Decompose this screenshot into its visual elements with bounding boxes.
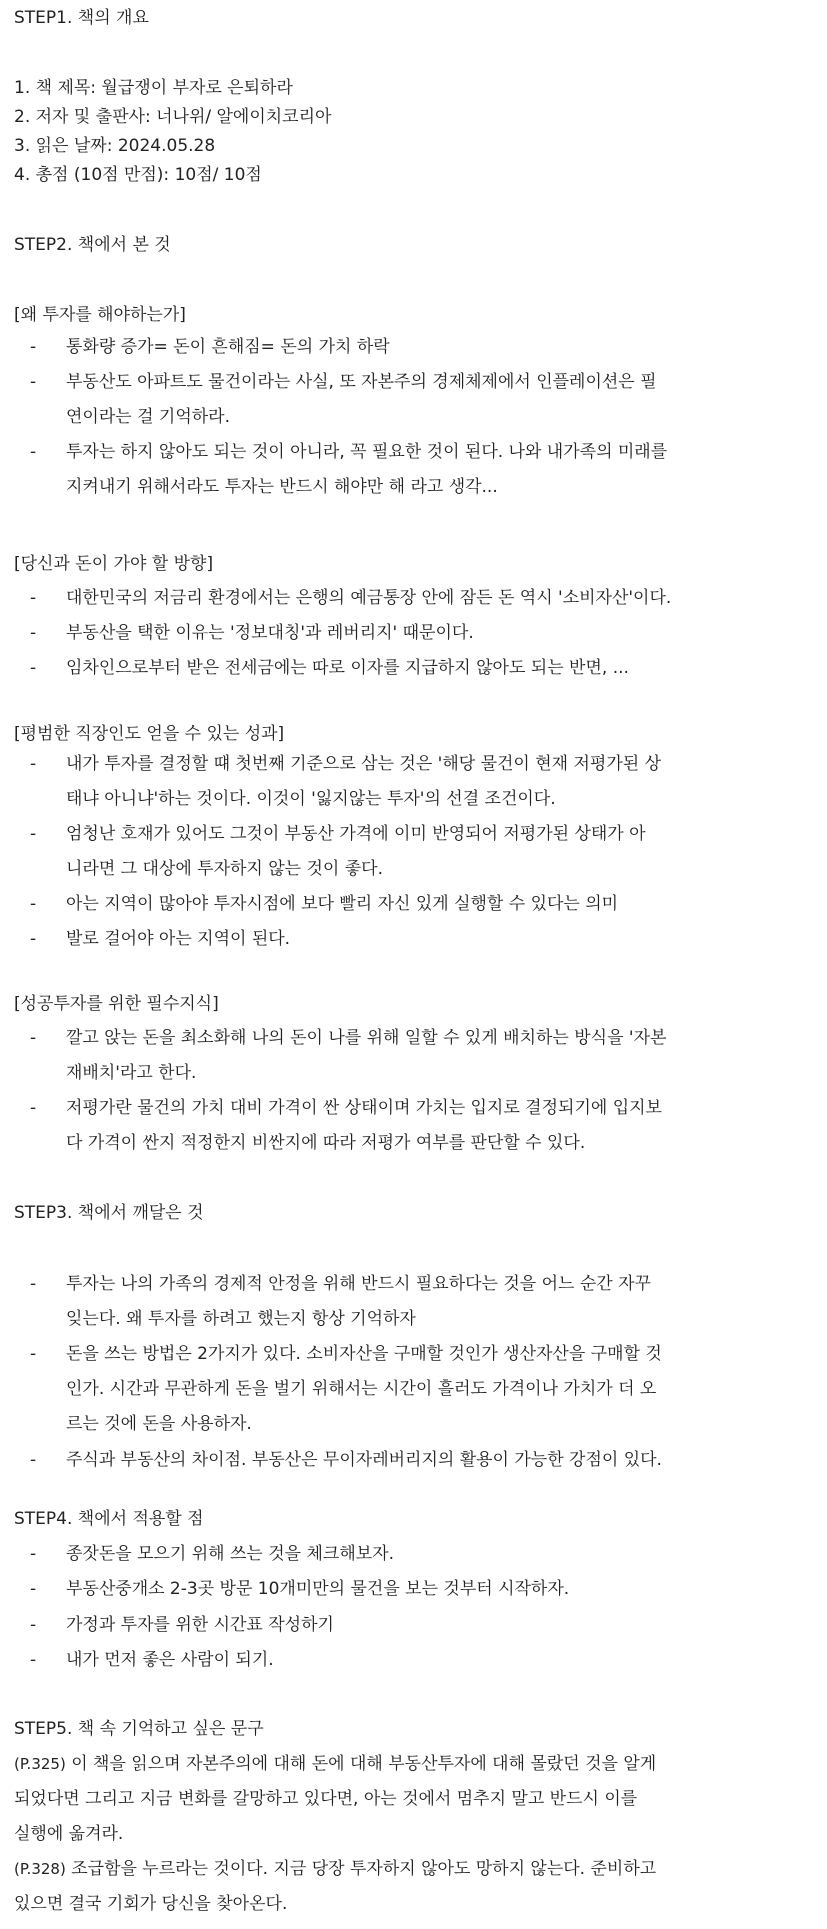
bullet-mark: - bbox=[30, 1028, 37, 1048]
bullet-text: 대한민국의 저금리 환경에서는 은행의 예금통장 안에 잠든 돈 역시 '소비자산'이다. bbox=[66, 588, 672, 608]
bullet-mark: - bbox=[30, 1615, 37, 1635]
bullet-text: 니라면 그 대상에 투자하지 않는 것이 좋다. bbox=[66, 859, 384, 879]
quote-line bbox=[14, 1857, 656, 1881]
quote-line: 실행에 옮겨라. bbox=[14, 1824, 124, 1844]
bullet-text: 르는 것에 돈을 사용하자. bbox=[66, 1414, 252, 1434]
quote-page: (P.328) bbox=[14, 1860, 66, 1878]
quote-text: 이 책을 읽으며 자본주의에 대해 돈에 대해 부동산투자에 대해 몰랐던 것을 알게 bbox=[71, 1754, 657, 1774]
step1-item: 4. 총점 (10점 만점): 10점/ 10점 bbox=[14, 165, 262, 185]
bullet-text: 깔고 앉는 돈을 최소화해 나의 돈이 나를 위해 일할 수 있게 배치하는 방식을 '자본 bbox=[66, 1028, 667, 1048]
bullet-mark: - bbox=[30, 929, 37, 949]
bullet-mark: - bbox=[30, 658, 37, 678]
bullet-mark: - bbox=[30, 1274, 37, 1294]
bullet-text: 통화량 증가= 돈이 흔해짐= 돈의 가치 하락 bbox=[66, 337, 390, 357]
bullet-text: 돈을 쓰는 방법은 2가지가 있다. 소비자산을 구매할 것인가 생산자산을 구매할 것 bbox=[66, 1344, 662, 1364]
bullet-text: 부동산을 택한 이유는 '정보대칭'과 레버리지' 때문이다. bbox=[66, 623, 474, 643]
quote-text: 조급함을 누르라는 것이다. 지금 당장 투자하지 않아도 망하지 않는다. 준비하고 bbox=[71, 1859, 657, 1879]
section-heading: [당신과 돈이 가야 할 방향] bbox=[14, 554, 214, 574]
bullet-text: 주식과 부동산의 차이점. 부동산은 무이자레버리지의 활용이 가능한 강점이 있다. bbox=[66, 1450, 662, 1470]
quote-line bbox=[14, 1752, 656, 1776]
bullet-text: 잊는다. 왜 투자를 하려고 했는지 항상 기억하자 bbox=[66, 1309, 416, 1329]
bullet-mark: - bbox=[30, 1579, 37, 1599]
bullet-text: 아는 지역이 많아야 투자시점에 보다 빨리 자신 있게 실행할 수 있다는 의미 bbox=[66, 894, 619, 914]
section-heading: [성공투자를 위한 필수지식] bbox=[14, 994, 219, 1014]
step1-item: 3. 읽은 날짜: 2024.05.28 bbox=[14, 136, 216, 156]
section-heading: [왜 투자를 해야하는가] bbox=[14, 305, 186, 325]
bullet-text: 재배치'라고 한다. bbox=[66, 1063, 197, 1083]
step5-title: STEP5. 책 속 기억하고 싶은 문구 bbox=[14, 1719, 264, 1739]
bullet-text: 엄청난 호재가 있어도 그것이 부동산 가격에 이미 반영되어 저평가된 상태가 아 bbox=[66, 824, 646, 844]
bullet-text: 연이라는 걸 기억하라. bbox=[66, 407, 231, 427]
quote-page: (P.325) bbox=[14, 1755, 66, 1773]
bullet-mark: - bbox=[30, 442, 37, 462]
bullet-text: 인가. 시간과 무관하게 돈을 벌기 위해서는 시간이 흘러도 가격이나 가치가 더 오 bbox=[66, 1379, 657, 1399]
section-heading: [평범한 직장인도 얻을 수 있는 성과] bbox=[14, 724, 285, 744]
bullet-text: 투자는 하지 않아도 되는 것이 아니라, 꼭 필요한 것이 된다. 나와 내가족의 미래를 bbox=[66, 442, 668, 462]
bullet-text: 발로 걸어야 아는 지역이 된다. bbox=[66, 929, 291, 949]
bullet-mark: - bbox=[30, 754, 37, 774]
bullet-text: 내가 투자를 결정할 떄 첫번째 기준으로 삼는 것은 '해당 물건이 현재 저평가된 상 bbox=[66, 754, 662, 774]
bullet-text: 가정과 투자를 위한 시간표 작성하기 bbox=[66, 1615, 334, 1635]
bullet-mark: - bbox=[30, 1450, 37, 1470]
bullet-mark: - bbox=[30, 824, 37, 844]
bullet-text: 종잣돈을 모으기 위해 쓰는 것을 체크해보자. bbox=[66, 1544, 395, 1564]
bullet-mark: - bbox=[30, 623, 37, 643]
bullet-mark: - bbox=[30, 894, 37, 914]
bullet-mark: - bbox=[30, 372, 37, 392]
bullet-text: 부동산중개소 2-3곳 방문 10개미만의 물건을 보는 것부터 시작하자. bbox=[66, 1579, 570, 1599]
bullet-mark: - bbox=[30, 1544, 37, 1564]
bullet-text: 투자는 나의 가족의 경제적 안정을 위해 반드시 필요하다는 것을 어느 순간 자꾸 bbox=[66, 1274, 651, 1294]
step2-title: STEP2. 책에서 본 것 bbox=[14, 235, 171, 255]
quote-line: 되었다면 그리고 지금 변화를 갈망하고 있다면, 아는 것에서 멈추지 말고 반드시 이를 bbox=[14, 1789, 638, 1809]
step3-title: STEP3. 책에서 깨달은 것 bbox=[14, 1203, 204, 1223]
bullet-text: 태냐 아니냐'하는 것이다. 이것이 '잃지않는 투자'의 선결 조건이다. bbox=[66, 789, 556, 809]
bullet-text: 다 가격이 싼지 적정한지 비싼지에 따라 저평가 여부를 판단할 수 있다. bbox=[66, 1133, 586, 1153]
bullet-text: 내가 먼저 좋은 사람이 되기. bbox=[66, 1650, 274, 1670]
quote-line: 있으면 결국 기회가 당신을 찾아온다. bbox=[14, 1894, 288, 1914]
bullet-mark: - bbox=[30, 1098, 37, 1118]
bullet-mark: - bbox=[30, 1344, 37, 1364]
bullet-text: 지켜내기 위해서라도 투자는 반드시 해야만 해 라고 생각... bbox=[66, 477, 498, 497]
bullet-text: 임차인으로부터 받은 전세금에는 따로 이자를 지급하지 않아도 되는 반면, ... bbox=[66, 658, 629, 678]
bullet-mark: - bbox=[30, 588, 37, 608]
step1-item: 1. 책 제목: 월급쟁이 부자로 은퇴하라 bbox=[14, 78, 293, 98]
step4-title: STEP4. 책에서 적용할 점 bbox=[14, 1509, 204, 1529]
step1-item: 2. 저자 및 출판사: 너나위/ 알에이치코리아 bbox=[14, 107, 332, 127]
step1-title: STEP1. 책의 개요 bbox=[14, 8, 149, 28]
bullet-mark: - bbox=[30, 337, 37, 357]
bullet-text: 저평가란 물건의 가치 대비 가격이 싼 상태이며 가치는 입지로 결정되기에 입지보 bbox=[66, 1098, 662, 1118]
bullet-mark: - bbox=[30, 1650, 37, 1670]
bullet-text: 부동산도 아파트도 물건이라는 사실, 또 자본주의 경제체제에서 인플레이션은 필 bbox=[66, 372, 657, 392]
